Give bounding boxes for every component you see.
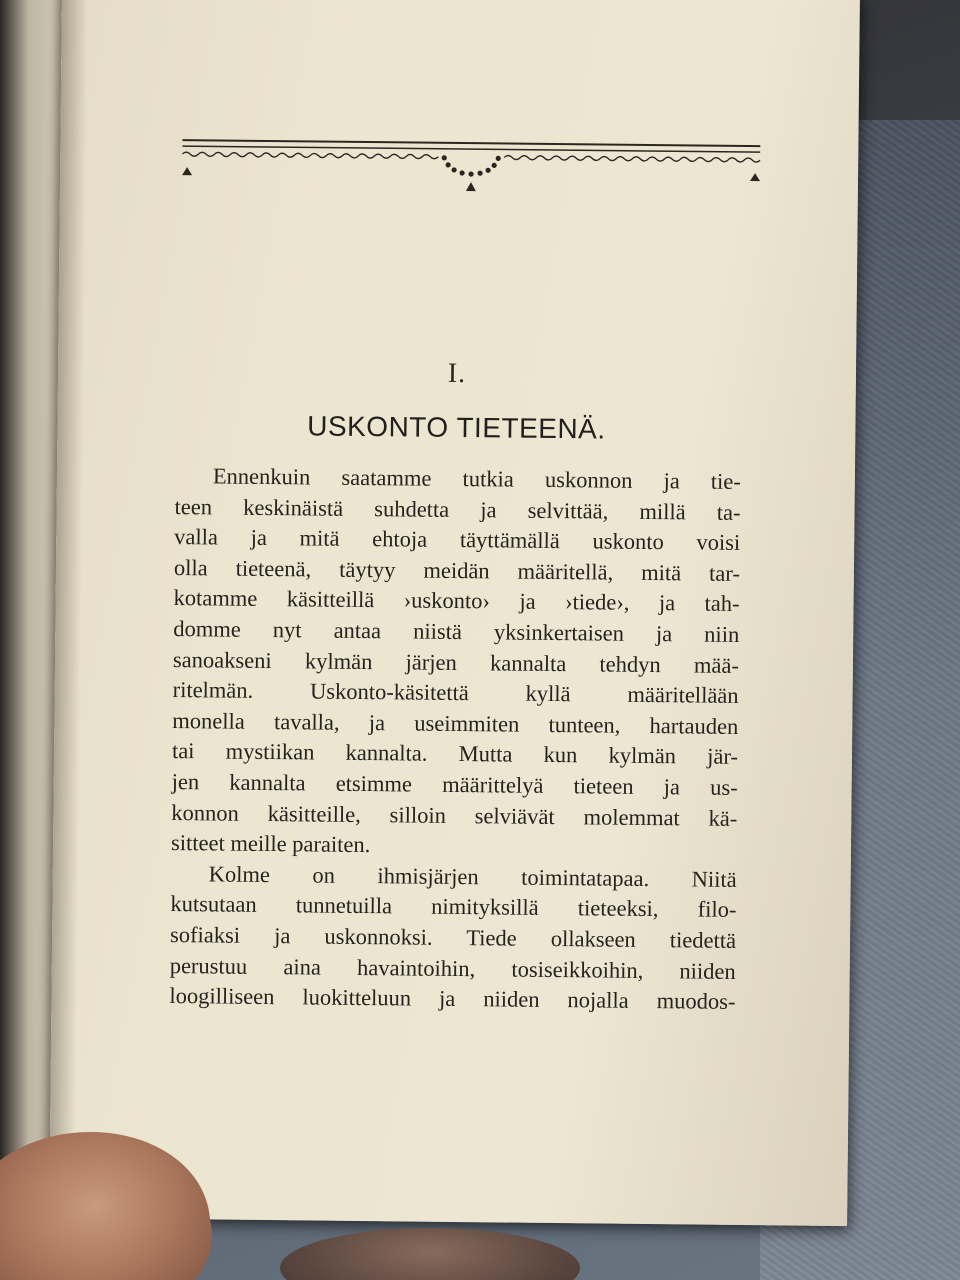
paragraph-1: [171, 461, 741, 865]
text-line: loogilliseen luokitteluun ja niiden nojalla muodos-: [169, 983, 736, 1015]
text-line: teen keskinäistä suhdetta ja selvittää, millä ta-: [174, 493, 741, 525]
text-line: sofiaksi ja uskonnoksi. Tiede ollakseen tiedettä: [169, 921, 737, 953]
text-line: perustuu aina havaintoihin, tosiseikkoihin, niiden: [169, 952, 736, 984]
text-line: Kolme on ihmisjärjen toimintatapaa. Niitä: [208, 861, 737, 892]
text-line: sitteet meille paraiten.: [170, 830, 371, 858]
text-line: konnon käsitteille, silloin selviävät molemmat kä-: [171, 799, 738, 831]
text-line: kotamme käsitteillä ›uskonto› ja ›tiede›, ja tah-: [173, 585, 740, 617]
text-line: valla ja mitä ehtoja täyttämällä uskonto voisi: [174, 524, 741, 556]
chapter-number: I.: [447, 357, 467, 390]
book-page: [49, 0, 860, 1226]
text-line: domme nyt antaa niistä yksinkertaisen ja niin: [173, 615, 740, 647]
chapter-title: USKONTO TIETEENÄ.: [307, 410, 606, 445]
text-line: sanoakseni kylmän järjen kannalta tehdyn mää-: [172, 646, 740, 678]
text-line: olla tieteenä, täytyy meidän määritellä, mitä tar-: [173, 554, 741, 586]
text-line: ritelmän. Uskonto-käsitettä kyllä määritellään: [172, 677, 739, 709]
text-line: tai mystiikan kannalta. Mutta kun kylmän jär-: [171, 738, 739, 770]
text-line: kutsutaan tunnetuilla nimityksillä tieteeksi, filo-: [170, 891, 737, 923]
paragraph-2: [169, 859, 737, 1018]
text-line: monella tavalla, ja useimmiten tunteen, hartauden: [172, 707, 739, 739]
text-line: jen kannalta etsimme määrittelyä tieteen ja us-: [171, 768, 738, 800]
text-line: Ennenkuin saatamme tutkia uskonnon ja tie-: [212, 463, 741, 494]
body-text: [169, 461, 741, 1018]
decorative-header-ornament: [182, 137, 761, 213]
